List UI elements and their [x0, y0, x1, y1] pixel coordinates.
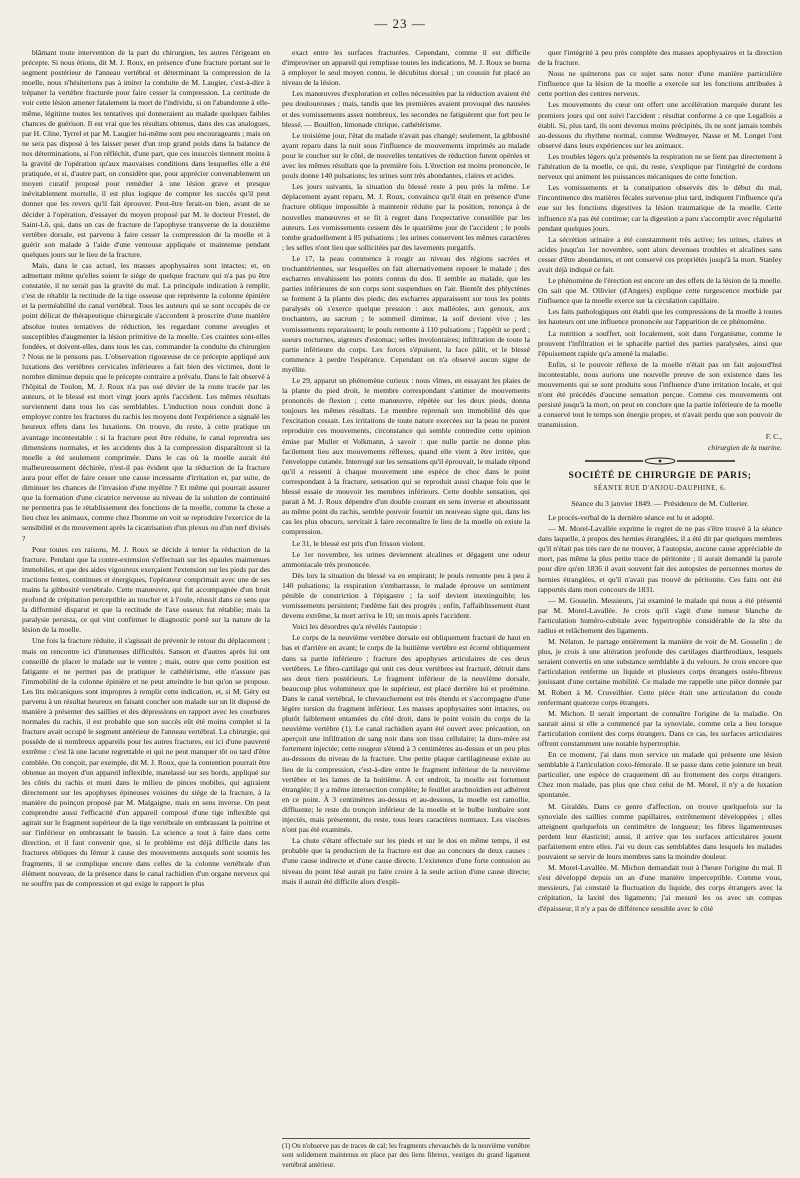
paragraph: M. Morel-Lavallée. M. Michon demandait tout à l'heure l'origine du mal. Il s'est développé depuis un an d'une manière imperceptible. Comme vous, messieurs, j'ai constaté la fluctuation du liquide, des corps étrangers avec la crépitation, la laxité des ligaments; j'ai mesuré les os avec un compas d'épaisseur, il n'y a pas de différence sensible avec le côté — [538, 863, 782, 913]
paragraph: M. Nélaton. Je partage entièrement la manière de voir de M. Gosselin ; de plus, je crois à une altération profonde des cartilages diarthrodiaux, lesquels seraient convertis en une substance semblable à du velours. Je crois encore que l'articulation renferme un liquide et plusieurs corps étrangers ostéo-fibreux jouissant d'une certaine mobilité. Ce malade me rappelle une pièce donnée par M. Robert à M. Cruveilhier. Cette pièce était une articulation du coude renfermant quatorze corps étrangers. — [538, 637, 782, 707]
paragraph: Le procès-verbal de la dernière séance est lu et adopté. — [548, 512, 715, 522]
paragraph: Les vomissements et la constipation observés dès le début du mal, l'incontinence des matières fécales survenue plus tard, indiquent l'influence qu'a eue sur les fonctions digestives la lésion traumatique de la moelle. Cette influence n'a pas été continue; car la digestion a paru s'accomplir avec régularité pendant quelques jours. — [538, 183, 782, 233]
paragraph: Les manœuvres d'exploration et celles nécessitées par la réduction avaient été peu douloureuses ; mais, tandis que les premières avaient provoqué des nausées et des vomissements assez nombreux, les secondes ne fatiguèrent que fort peu le blessé. — Bouillon, limonade citrique, cathétérisme. — [282, 89, 530, 129]
footnote: (1) On n'observe pas de traces de cal; les fragments chevauchés de la neuvième vertèbre sont solidement maintenus en place par des liens fibreux, vestiges du grand ligament vertébral antérieur. — [282, 1138, 530, 1170]
paragraph: La chute s'étant effectuée sur les pieds et sur le dos en même temps, il est probable que la production de la fracture est due au concours de deux causes : d'une cause indirecte et d'une cause directe. L'existence d'une forte contusion au niveau du point lésé aurait pu faire croire à la seule action d'une cause directe; mais il aurait été difficile alors d'expli- — [282, 836, 530, 886]
paragraph: Le 1er novembre, les urines deviennent alcalines et dégagent une odeur ammoniacale très prononcée. — [282, 549, 530, 569]
ornament-divider — [585, 457, 735, 465]
paragraph: La sécrétion urinaire a été constamment très active; les urines, claires et acides jusqu'au 1er novembre, sont alors devenues troubles et alcalines sans cesser d'être abondantes, et ont conservé ces propriétés jusqu'à la mort. Stanley avait déjà indiqué ce fait. — [538, 234, 782, 274]
paragraph: Les jours suivants, la situation du blessé reste à peu près la même. Le déplacement ayant reparu, M. J. Roux, convaincu qu'il était en présence d'une fracture oblique impossible à maintenir réduite par la position, renonça à de nouvelles manœuvres et se fit à regret dans l'expectative conseillée par les auteurs. Les vomissements cessent dès le quatrième jour de l'accident ; le pouls tombe graduellement à 85 pulsations ; les urines conservent les mêmes caractères ; les selles n'ont lieu que sollicitées par des lavements purgatifs. — [282, 182, 530, 252]
paragraph: Mais, dans le cas actuel, les masses apophysaires sont intactes; et, en admettant même qu'elles soient le siége de quelque fracture qui n'a pas pu être constatée, il ne serait pas la gravité du mal. La principale indication à remplir, c'est de rétablir la rectitude de la tige osseuse que représente la colonne épinière et la perméabilité du canal vertébral. Tous les auteurs qui se sont occupés de ce point délicat de thérapeutique chirurgicale s'accordent à proscrire d'une manière absolue toutes tentatives de réduction, les regardant comme aveugles et susceptibles d'augmenter la lésion primitive de la moelle. Ces craintes sont-elles fondées, et doivent-elles, dans tous les cas, commander la conduite du chirurgien ? Nous ne le pensons pas. L'observation rigoureuse de ce précepte appliqué aux luxations des vertèbres cervicales inférieures a fait bien des victimes, dont le nombre diminue depuis que le précepte contraire a prévalu. Dans le fait observé à l'hôpital de Toulon, M. J. Roux n'a pas osé dévier de la route tracée par les auteurs, et le blessé est mort vingt jours après l'accident. Les mêmes résultats surviennent dans tous les cas semblables. L'induction nous conduit donc à employer contre les fractures du rachis les moyens dont l'expérience a signalé les heureux effets dans les luxations. On trouve, du reste, à cette pratique un avantage incontestable : si la fracture peut être réduite, le canal reprendra ses dimensions normales, et les accidents dus à la compression disparaîtront si la moelle a été seulement comprimée. Dans le cas où la moelle aurait été malheureusement déchirée, n'est-il pas évident que la réduction de la fracture aura pour effet de faire cesser une cause incessante d'irritation et, par suite, de diminuer les chances de l'invasion d'une myélite ? Et même qui pourrait assurer que la formation d'une cicatrice nerveuse au niveau de la solution de continuité ne permettra pas le rétablissement des fonctions de la moelle, comme la chose a lieu chez les animaux, comme chez l'homme on voit se reproduire l'exercice de la sensibilité et du mouvement après la cicatrisation d'un plexus ou d'un nerf divisés ? — [22, 260, 270, 543]
paragraph: Dès lors la situation du blessé va en empirant; le pouls remonte peu à peu à 140 pulsations; la respiration s'embarrasse, le malade éprouve un sentiment pénible de constriction à l'épigastre ; la soif devient inextinguible; les vomissements persistent; l'œdème fait des progrès ; enfin, l'affaiblissement étant devenu extrême, la mort arriva le 10; un mois après l'accident. — [282, 570, 530, 621]
paragraph: blâmant toute intervention de la part du chirurgien, les autres l'érigeant en précepte. Si nous étions, dit M. J. Roux, en présence d'une fracture portant sur le segment postérieur de l'anneau vertébral et déterminant la compression de la moelle, nous n'hésiterions pas à imiter la conduite de M. Laugier, c'est-à-dire à trépaner la vertèbre fracturée pour faire cesser la compression. La certitude de voir cette lésion amener fatalement la mort de l'individu, si on l'abandonne à elle-même, légitime toutes les tentatives qui donneraient au malade quelques faibles chances de guérison. Il est vrai que les résultats obtenus, dans des cas analogues, par H. Cline, Tyrrel et par M. Laugier lui-même sont peu encourageants ; mais on ne sera pas disposé à les laisser peser d'un trop grand poids dans la balance de nos déterminations, si l'on réfléchit, d'une part, que ces insuccès tiennent moins à la gravité de l'opération qu'aux mauvaises conditions dans lesquelles elle a été pratiquée, et si, d'autre part, on considère que, pour apprécier convenablement un moyen curatif proposé pour remédier à une lésion grave et presque inévitablement mortelle, il est plus logique de compter les succès qu'il peut donner que les revers qu'il fait éprouver. Peut-être ferait-on bien, avant de se décider à l'opération, d'essayer du moyen proposé par M. le docteur Frestel, de Saint-Lô, qui, dans un cas de fracture de l'apophyse transverse de la douzième vertèbre dorsale, est parvenu à faire cesser la compression de la moelle et à guérir son malade à l'aide d'une ventouse appliquée et maintenue pendant quelques jours sur le lieu de la fracture. — [22, 48, 270, 259]
paragraph: La nutrition a souffert, soit localement, soit dans l'organisme, comme le prouvent l'infiltration et le sphacèle partiel des parties paralysées, ainsi que l'épuisement rapide qu'a amené la maladie. — [538, 328, 782, 358]
paragraph: Le phénomène de l'érection est encore un des effets de la lésion de la moelle. On sait que M. Ollivier (d'Angers) explique cette turgescence morbide par l'influence que la moelle exerce sur la circulation capillaire. — [538, 276, 782, 306]
paragraph: Pour toutes ces raisons, M. J. Roux se décide à tenter la réduction de la fracture. Pendant que la contre-extension s'effectuait sur les épaules maintenues immobiles, et que des aides vigoureux exerçaient l'extension sur les pieds par des tractions lentes, continues et énergiques, l'opérateur comprimait avec une de ses mains la gibbosité vertébrale. Cette manœuvre, qui fut accompagnée d'un bruit profond de crépitation perceptible au toucher et à l'ouïe, réussit dans ce sens que la difformité disparut et que la rectitude de l'axe osseux fut rétablie; mais la paralysie persista, ce qui vint confirmer le diagnostic porté sur la nature de la lésion de la moelle. — [22, 544, 270, 635]
paragraph: Le corps de la neuvième vertèbre dorsale est obliquement fracturé de haut en bas et d'arrière en avant; le corps de la huitième vertèbre est écorné obliquement dans sa partie inférieure ; fracture des apophyses articulaires de ces deux vertèbres. Le fibro-cartilage qui unit ces deux vertèbres est fracturé, détruit dans ses deux tiers postérieurs. Le fragment inférieur de la neuvième dorsale, beaucoup plus volumineux que le supérieur, est placé derrière lui et proémine. Dans le canal vertébral, le chevauchement est très étendu et s'accompagne d'une légère torsion du fragment inférieur. Les masses apophysaires sont intactes, ou plutôt faiblement entamées du côté droit, dans le point voisin du corps de la neuvième vertèbre (1). Le canal rachidien ayant été ouvert avec précaution, on aperçoit une infiltration de sang noir dans son tissu cellulaire; la dure-mère est fortement injectée; cette rougeur s'étend à 3 centimètres au-dessus et un peu plus au-dessous du niveau de la fracture. Une petite plaque cartilagineuse existe au lieu de la compression, c'est-à-dire entre le fragment inférieur de la neuvième vertèbre et les lames de la huitième. À cet endroit, la moelle est fortement étranglée; il y a même intersection complète; le feuillet arachnoïdien est adhérent en ce point. À 3 centimètres au-dessus et au-dessous, la moelle est ramollie, diffluente; le reste du tronçon inférieur de la moelle et le bulbe lombaire sont injectés, mais présentent, du reste, tous leurs caractères normaux. Les viscères n'ont pas été examinés. — [282, 633, 530, 835]
paragraph: Le 17, la peau commence à rougir au niveau des régions sacrées et trochantériennes, sur lesquelles on fait alternativement reposer le malade ; des escharres envahissent les points contus du dos. Il semble au malade, que les parties inférieures de son corps sont suspendues en l'air. Bientôt des phlyctènes se forment à la plante des pieds; des escharres apparaissent sur tous les points paralysés où s'exerce quelque pression : aux malléoles, aux genoux, aux trochanters, au sacrum ; le sommeil diminue, la soif devient vive ; les vomissements reparaissent; le pouls remonte à 110 pulsations ; l'appétit se perd ; sueurs nocturnes, aigreurs d'estomac; selles involontaires; infiltration de toute la partie inférieure du corps. Les forces s'épuisent, la face pâlit, et le blessé commence à perdre l'espérance. Cependant on n'a observé aucun signe de myélite. — [282, 253, 530, 374]
paragraph: Enfin, si le pouvoir réflexe de la moelle n'était pas un fait aujourd'hui incontestable, nous aurions une nouvelle preuve de son existence dans les mouvements qui se sont produits sous l'influence d'une irritation locale, et qui n'ont été précédés d'aucune sensation perçue. Comme ces mouvements ont persisté jusqu'à la mort, on peut en conclure que la partie inférieure de la moelle a conservé tout le temps son énergie propre, et n'avait perdu que son pouvoir de transmission. — [538, 359, 782, 430]
society-address: SÉANTE RUE D'ANJOU-DAUPHINE, 6. — [593, 484, 727, 492]
session-line: Séance du 3 janvier 1849. — Présidence de M. Cullerier. — [571, 498, 749, 508]
paragraph: M. Michon. Il serait important de connaître l'origine de la maladie. On saurait ainsi si elle a commencé par la synoviale, comme cela a lieu lorsque l'articulation contient des corps étrangers. Dans ce cas, les surfaces articulaires offrent constamment une notable hypertrophie. — [538, 708, 782, 748]
paragraph: Le troisième jour, l'état du malade n'avait pas changé; seulement, la gibbosité ayant reparu dans la nuit sous l'influence de mouvements imprimés au malade pour le coucher sur le côté, de nouvelles tentatives de réduction furent opérées et avec les mêmes résultats que la première fois. L'érection est moins prononcée, le pouls donne 140 pulsations; les urines sont très abondantes, claires et acides. — [282, 130, 530, 181]
society-heading: SOCIÉTÉ DE CHIRURGIE DE PARIS; — [568, 470, 752, 481]
paragraph: Les troubles légers qu'a présentés la respiration ne se lient pas directement à l'altération de la moelle, ce qui, du reste, s'explique par l'intégrité de cordons nerveux qui animent les puissances mécaniques de cette fonction. — [538, 151, 782, 182]
signature: F. C., — [765, 432, 782, 442]
paragraph: exact entre les surfaces fracturées. Cependant, comme il est difficile d'improviser un appareil qui remplisse toutes les indications, M. J. Roux se borna à employer le seul moyen connu, le décubitus dorsal ; un coussin fut placé au niveau de la lésion. — [282, 48, 530, 88]
paragraph: Le 29, apparut un phénomène curieux : nous vîmes, en essayant les plaies de la plante du pied droit, le membre correspondant s'animer de mouvements prononcés de flexion ; cette manœuvre, répétée sur les deux pieds, donna toujours les mêmes résultats. Le membre reprenait son immobilité dès que l'excitation cessait. Les irritations de toute nature exercées sur la peau ne purent reproduire ces mouvements, circonstance qui semble contredire cette opinion émise par Muller et Volkmann, à savoir : que nulle partie ne donne plus facilement lieu aux mouvements réflexes, quand elle vient à être irritée, que l'enveloppe cutanée. Interrogé sur les sensations qu'il éprouvait, le malade répond qu'il a ressenti à chaque mouvement une espèce de choc dans le point correspondant à la fracture, sensation qui se reproduit aussi chaque fois que le blessé essaie de mouvoir les membres inférieurs. Cette double sensation, qui parait à M. J. Roux dépendre d'un double courant en sens inverse et aboutissant au même point du rachis, semble pouvoir fournir un nouveau signe qui, dans les cas les plus obscurs, servirait à faire reconnaître le lieu de la moelle où existe la compression. — [282, 376, 530, 537]
paragraph: Voici les désordres qu'a révélés l'autopsie : — [292, 622, 422, 632]
paragraph: Nous ne quitterons pas ce sujet sans noter d'une manière particulière l'influence que la lésion de la moelle a exercée sur les fonctions attribuées à cette portion des centres nerveux. — [538, 69, 782, 99]
paragraph: — M. Gosselin. Messieurs, j'ai examiné le malade qui nous a été présenté par M. Morel-Lavallée. Je crois qu'il s'agit d'une tumeur blanche de l'articulation huméro-cubitale avec hypertrophie considérable de la tête du radius et relâchement des ligaments. — [538, 595, 782, 635]
column-right — [538, 48, 782, 1176]
paragraph: Les mouvements du cœur ont offert une accélération marquée durant les premiers jours qui ont suivi l'accident : résultat conforme à ce que Legallois a établi. Si, plus tard, ils sont devenus moins précipités, ils ne sont jamais tombés au-dessous du rhythme normal, comme Wedmeyer, Nasse et M. Longet l'ont observé dans leurs expériences sur les animaux. — [538, 100, 782, 150]
paragraph: — M. Morel-Lavallée exprime le regret de ne pas s'être trouvé à la séance dans laquelle, à propos des hernies étranglées, il a été dit par quelques membres qu'il n'était pas très rare de ne trouver, à l'autopsie, aucune cause appréciable de mort, pas même la plus petite trace de péritonite ; il aurait demandé la parole pour dire qu'en 1836 il avait souvent fait des autopsies de personnes mortes de hernies étranglées, et qu'il n'avait pas trouvé de péritonite. Ces faits ont été rapportés dans mon concours de 1831. — [538, 524, 782, 594]
paragraph: M. Giraldès. Dans ce genre d'affection, on trouve quelquefois sur la synoviale des saillies comme papillaires, extrêmement développées ; elles atteignent quelquefois un centimètre de longueur; les fibres ligamenteuses perdent leur élasticité; aussi, il arrive que les surfaces articulaires jouent parfaitement entre elles. J'ai vu deux cas semblables dans lesquels les malades pouvaient se servir de leurs membres sans la moindre douleur. — [538, 801, 782, 862]
signature-title: chirurgien de la marine. — [708, 442, 782, 452]
column-middle — [282, 48, 530, 1168]
paragraph: En ce moment, j'ai dans mon service un malade qui présente une lésion semblable à l'articulation coxo-fémorale. Il se passe dans cette jointure un bruit particulier, une espèce de craquement dû au frottement des corps étrangers. Chez mon malade, pas plus que chez celui de M. Morel, il n'y a de luxation spontanée. — [538, 750, 782, 800]
paragraph: Le 31, le blessé est pris d'un frisson violent. — [292, 538, 425, 548]
paragraph: Les faits pathologiques ont établi que les compressions de la moelle à toutes les hauteurs ont une influence prononcée sur l'apparition de ce phénomène. — [538, 307, 782, 327]
column-left — [22, 48, 270, 1168]
paragraph: quer l'intégrité à peu près complète des masses apophysaires et la direction de la fracture. — [538, 48, 782, 68]
page-number: — 23 — — [374, 16, 426, 31]
paragraph: Une fois la fracture réduite, il s'agissait de prévenir le retour du déplacement ; mais on rencontre ici d'immenses difficultés. Sanson et d'autres après lui ont conseillé de placer le malade sur le ventre ; mais, outre que cette position est fatigante et ne permet pas de pratiquer le cathétérisme, elle n'assure pas l'immobilité de la colonne épinière et ne peut atteindre le but qu'on se propose. Les lits mécaniques sont impropres à remplir cette indication, et, si M. Géry est parvenu à un résultat heureux en faisant coucher son malade sur un lit disposé de manière à présenter des saillies et des dépressions en rapport avec les courbures normales du rachis, il est probable que son succès eût été moins complet si la fracture avait occupé le segment antérieur de l'anneau vertébral. La chirurgie, qui possède de si nombreux appareils pour les autres fractures, est ici d'une pauvreté extrême : c'est là une lacune regrettable et qui ne peut manquer tôt ou tard d'être comblée. On conçoit, par exemple, dit M. J. Roux, que la contention pourrait être obtenue au moyen d'un appareil inflexible, matelassé sur ses bords, appliqué sur les côtés du rachis et muni dans le milieu de pinces mobiles, qui agiraient directement sur les apophyses épineuses voisines du siége de la fracture, à la manière du poinçon proposé par M. Malgaigne, mais en sens inverse. On peut comprendre aussi l'efficacité d'un appareil composé d'une tige inflexible qui agirait sur le fragment supérieur de la tige vertébrale en embrassant la poitrine et sur l'inférieur en embrassant le bassin. La science a tout à faire dans cette direction, et il faut convenir que, si le problème est déjà difficile dans les fractures obliques du fémur à cause des mouvements auxquels sont soumis les fragments, il se complique encore dans celles de la colonne vertébrale d'un élément nouveau, de la présence dans le canal rachidien d'un organe nerveux qui ne souffre pas de compression et qui exige le rapport le plus — [22, 636, 270, 888]
